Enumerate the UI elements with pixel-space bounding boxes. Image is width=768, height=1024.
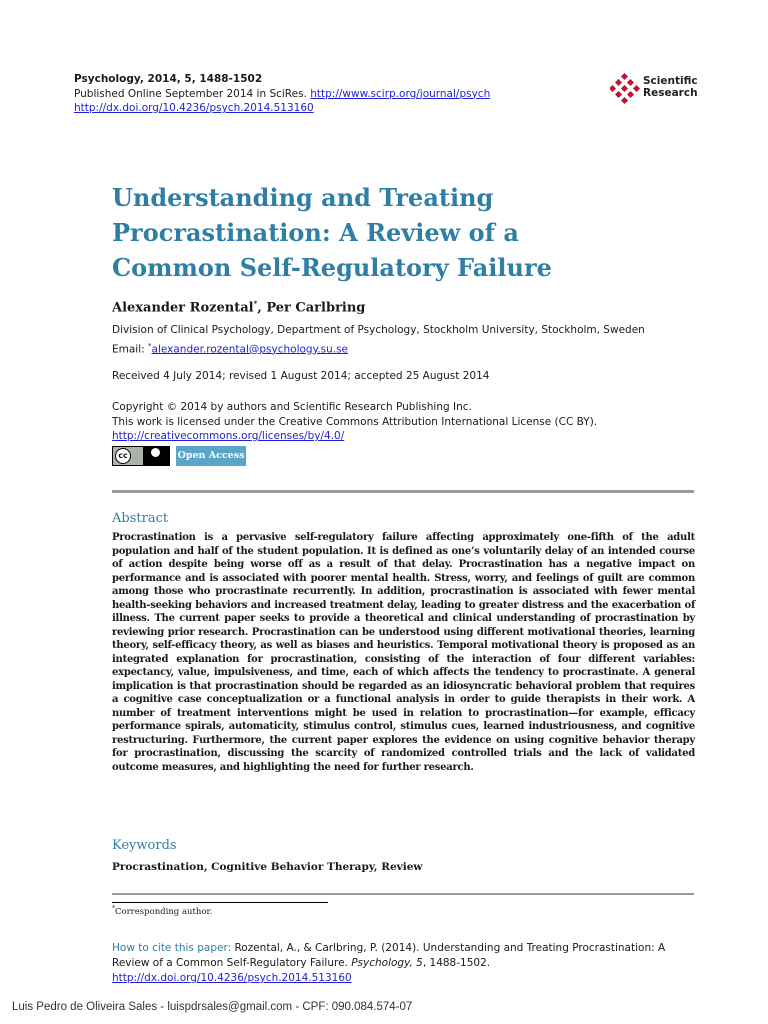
person-icon	[143, 447, 169, 459]
logo-text-line2: Research	[643, 87, 698, 99]
department: Division of Clinical Psychology, Department of Psychology, Stockholm University, Stockholm, Sweden	[112, 324, 645, 336]
email-link[interactable]: alexander.rozental@psychology.su.se	[151, 343, 349, 355]
scientific-research-logo	[610, 72, 700, 106]
author-separator: ,	[257, 300, 267, 316]
download-watermark: Luis Pedro de Oliveira Sales - luispdrsales@gmail.com - CPF: 090.084.574-07	[12, 1001, 413, 1013]
published-text: Published Online September 2014 in SciRes.	[74, 87, 311, 100]
abstract-heading: Abstract	[112, 511, 169, 526]
cite-journal: Psychology, 5	[351, 957, 423, 969]
copyright-block	[112, 400, 597, 444]
corresponding-mark: *	[253, 299, 258, 308]
cite-text-b: , 1488-1502.	[422, 957, 491, 969]
author-1: Alexander Rozental	[112, 300, 254, 316]
keywords-divider	[112, 893, 694, 895]
journal-header	[74, 72, 490, 116]
logo-text	[643, 75, 698, 99]
license-line: This work is licensed under the Creative Commons Attribution International License (CC BY).	[112, 415, 598, 428]
authors	[112, 299, 365, 315]
footnote	[112, 905, 212, 917]
how-to-cite	[112, 941, 696, 986]
keywords-text: Procrastination, Cognitive Behavior Therapy, Review	[112, 861, 423, 873]
email-row	[112, 339, 645, 358]
scirp-logo-icon	[610, 72, 644, 106]
journal-citation: Psychology, 2014, 5, 1488-1502	[74, 73, 263, 85]
license-link[interactable]: http://creativecommons.org/licenses/by/4.0/	[112, 430, 345, 442]
email-mark: *	[148, 341, 152, 350]
abstract-text: Procrastination is a pervasive self-regulatory failure affecting approximately one-fifth of the adult population and half of the student population. It is defined as one’s voluntarily delay of an intended course of action despite being worse off as a result of that delay. Procrastination has a negative impact on performance and is associated with poorer mental health. Stress, worry, and feelings of guilt are common among those who procrastinate recurrently. In addition, procrastination is associated with fewer mental health-seeking behaviors and increased treatment delay, leading to greater distress and the exacerbation of illness. The current paper seeks to provide a theoretical and clinical understanding of procrastination by reviewing prior research. Procrastination can be understood using different motivational theories, learning theory, self-efficacy theory, as well as biases and heuristics. Temporal motivational theory is proposed as an integrated explanation for procrastination, consisting of the interaction of four different variables: expectancy, value, impulsiveness, and time, each of which affects the tendency to procrastinate. A general implication is that procrastination should be regarded as an idiosyncratic behavioral problem that requires a cognitive case conceptualization or a functional analysis in order to guide therapists in their work. A number of treatment interventions might be used in relation to procrastination—for example, efficacy performance spirals, automaticity, stimulus control, stimulus cues, learned industriousness, and cognitive restructuring. Furthermore, the current paper explores the evidence on using cognitive behavior therapy for procrastination, discussing the scarcity of randomized controlled trials and the lack of validated outcome measures, and highlighting the need for further research.	[112, 532, 695, 773]
logo-text-line1: Scientific	[643, 75, 698, 87]
author-2: Per Carlbring	[266, 300, 366, 316]
cc-icon: cc	[115, 448, 131, 464]
cite-text-a: Rozental, A., & Carlbring, P. (2014). Understanding and Treating Procrastination: A Review of a Common Self-Regulatory Failure.	[112, 942, 666, 969]
affiliation	[112, 323, 645, 358]
received-dates: Received 4 July 2014; revised 1 August 2014; accepted 25 August 2014	[112, 370, 490, 382]
published-line	[74, 87, 490, 102]
copyright-line: Copyright © 2014 by authors and Scientific Research Publishing Inc.	[112, 401, 472, 413]
header-divider	[112, 490, 694, 493]
footnote-mark: *	[112, 905, 115, 912]
title-line-2: Procrastination: A Review of a	[112, 218, 519, 247]
keywords-heading: Keywords	[112, 838, 177, 853]
cc-by-badge[interactable]	[112, 446, 170, 466]
title-line-1: Understanding and Treating	[112, 183, 494, 212]
journal-url-link[interactable]: http://www.scirp.org/journal/psych	[310, 87, 491, 100]
title-line-3: Common Self-Regulatory Failure	[112, 253, 552, 282]
open-access-badge[interactable]: Open Access	[176, 446, 246, 466]
cite-lead: How to cite this paper:	[112, 942, 232, 954]
footnote-text: Corresponding author.	[115, 906, 213, 917]
cite-doi-link[interactable]: http://dx.doi.org/10.4236/psych.2014.513160	[112, 972, 352, 984]
footnote-rule	[112, 902, 328, 903]
doi-link[interactable]: http://dx.doi.org/10.4236/psych.2014.513160	[74, 102, 314, 114]
email-label: Email:	[112, 343, 149, 355]
paper-title	[112, 180, 672, 285]
